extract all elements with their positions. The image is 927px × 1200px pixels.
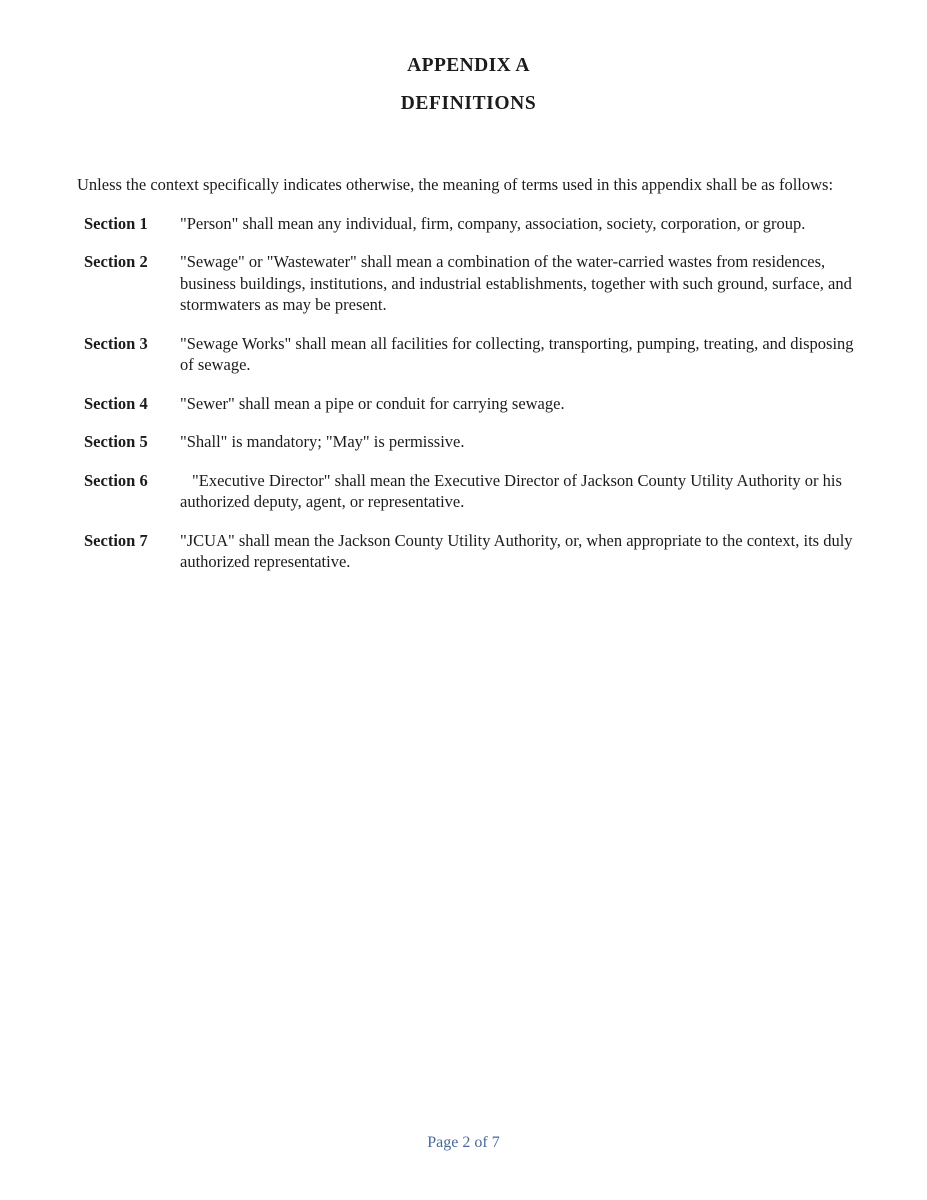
section-text: "Sewage" or "Wastewater" shall mean a combination of the water-carried wastes from residences, business buildings, institutions, and industrial establishments, together with such ground, surface, and stormwaters as may be present.	[180, 252, 852, 314]
section-label: Section 3	[84, 333, 148, 353]
section-text: "Executive Director" shall mean the Executive Director of Jackson County Utility Authority or his authorized deputy, agent, or representative.	[180, 470, 842, 511]
section-text: "Sewage Works" shall mean all facilities for collecting, transporting, pumping, treating, and disposing of sewage.	[180, 333, 854, 374]
section-row-1	[84, 213, 860, 235]
section-label: Section 4	[84, 393, 148, 413]
section-label: Section 6	[84, 470, 148, 490]
page-content	[0, 0, 927, 573]
section-label: Section 2	[84, 252, 148, 271]
section-row-4	[84, 393, 860, 415]
title-block	[77, 55, 860, 115]
section-row-7	[84, 530, 860, 573]
section-text: "Person" shall mean any individual, firm, company, association, society, corporation, or group.	[180, 213, 806, 233]
section-text: "JCUA" shall mean the Jackson County Utility Authority, or, when appropriate to the context, its duly authorized representative.	[180, 530, 853, 571]
intro-paragraph: Unless the context specifically indicates otherwise, the meaning of terms used in this appendix shall be as follows:	[77, 175, 834, 194]
section-row-5	[84, 431, 860, 453]
section-label: Section 1	[84, 213, 148, 233]
section-row-2	[84, 251, 860, 316]
page-title: APPENDIX A	[407, 55, 530, 76]
page-subtitle: DEFINITIONS	[400, 93, 537, 114]
section-row-3	[84, 333, 860, 376]
section-label: Section 5	[84, 432, 148, 451]
section-row-6	[84, 470, 860, 513]
section-text: "Shall" is mandatory; "May" is permissive.	[180, 432, 465, 451]
definitions-list	[84, 213, 860, 573]
section-text: "Sewer" shall mean a pipe or conduit for carrying sewage.	[180, 393, 565, 413]
section-label: Section 7	[84, 530, 148, 550]
page-number-footer: Page 2 of 7	[427, 1134, 500, 1151]
